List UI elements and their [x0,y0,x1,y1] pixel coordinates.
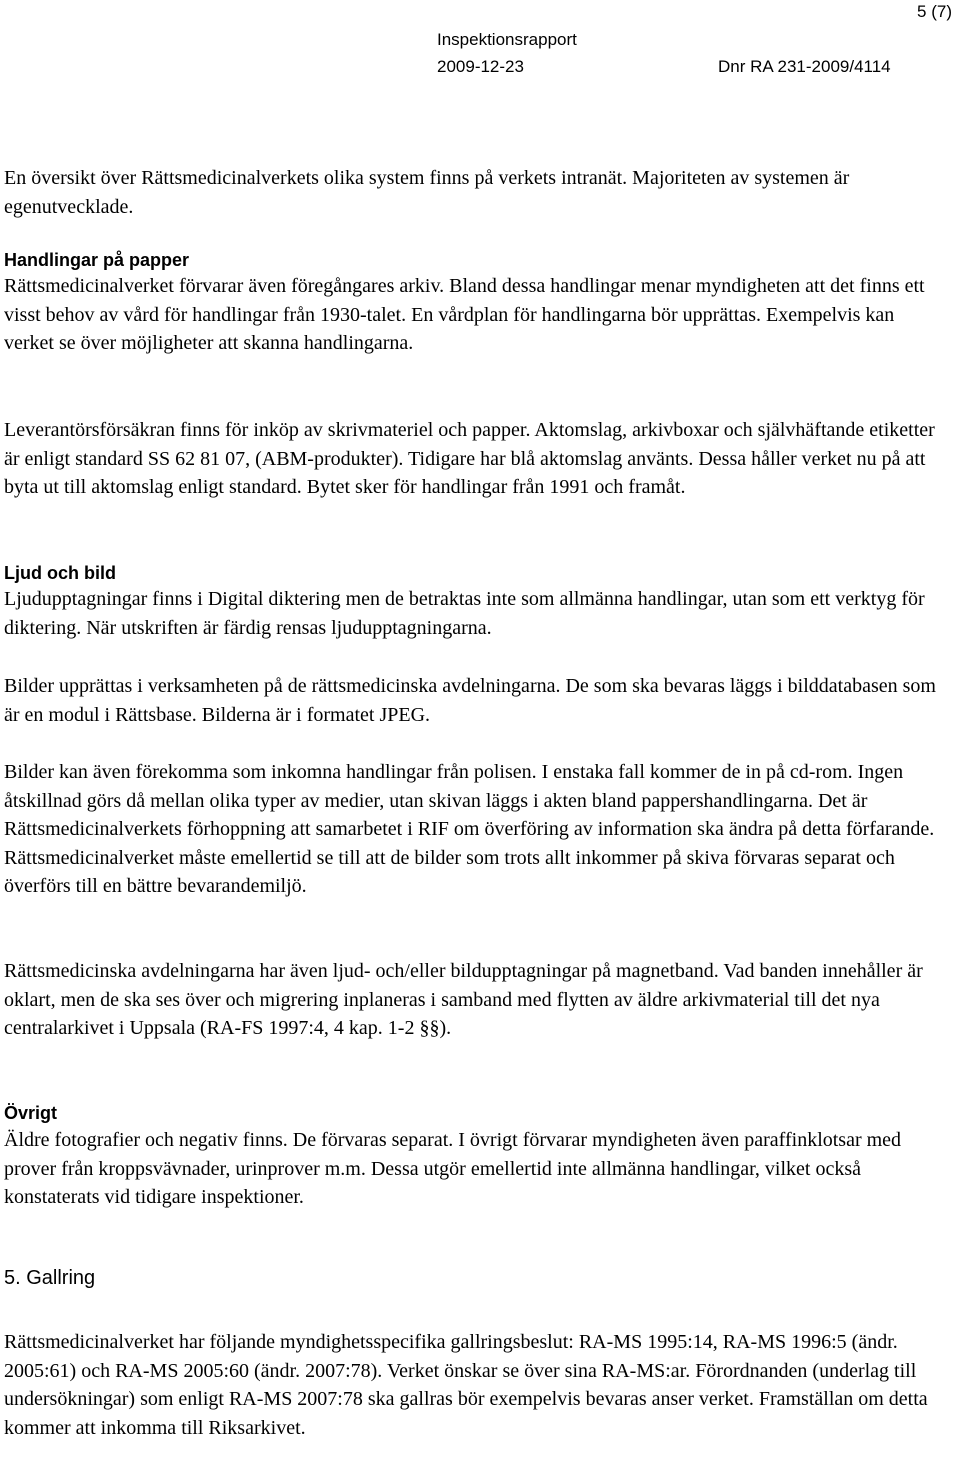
sound-paragraph-2: Bilder upprättas i verksamheten på de rättsmedicinska avdelningarna. De som ska bevaras läggs i bilddatabasen som är en modul i Rättsbase. Bilderna är i formatet JPEG. [4,675,936,726]
section-heading-gallring: 5. Gallring [4,1267,96,1289]
report-title: Inspektionsrapport [437,30,577,49]
paper-paragraph-1: Rättsmedicinalverket förvarar även föregångares arkiv. Bland dessa handlingar menar myndigheten att det finns ett visst behov av vård för handlingar från 1930-talet. En vårdplan för handlingarna bör upprättas. Exempelvis kan verket se över möjligheter att skanna handlingarna. [4,275,925,355]
overview-paragraph: En översikt över Rättsmedicinalverkets olika system finns på verkets intranät. Majoriteten av systemen är egenutvecklade. [4,167,850,218]
report-reference: Dnr RA 231-2009/4114 [718,57,891,76]
sound-paragraph-3: Bilder kan även förekomma som inkomna handlingar från polisen. I enstaka fall kommer de in på cd-rom. Ingen åtskillnad görs då mellan olika typer av medier, utan skivan läggs i akten bland pappershandlingarna. Det är Rättsmedicinalverkets förhoppning att samarbetet i RIF om överföring av information ska ändra på detta förfarande. Rättsmedicinalverket måste emellertid se till att de bilder som trots allt inkommer på skiva förvaras separat och överförs till en bättre bevarandemiljö. [4,761,935,898]
section-heading-other: Övrigt [4,1103,58,1123]
sound-paragraph-4: Rättsmedicinska avdelningarna har även ljud- och/eller bildupptagningar på magnetband. Vad banden innehåller är oklart, men de ska ses över och migrering inplaneras i samband med flytten av äldre arkivmaterial till det nya centralarkivet i Uppsala (RA-FS 1997:4, 4 kap. 1-2 §§). [4,960,923,1040]
section-heading-paper: Handlingar på papper [4,250,190,270]
sound-paragraph-1: Ljudupptagningar finns i Digital diktering men de betraktas inte som allmänna handlingar, utan som ett verktyg för diktering. När utskriften är färdig rensas ljudupptagningarna. [4,588,925,639]
section-heading-sound: Ljud och bild [4,563,116,583]
paper-paragraph-2: Leverantörsförsäkran finns för inköp av skrivmateriel och papper. Aktomslag, arkivboxar och självhäftande etiketter är enligt standard SS 62 81 07, (ABM-produkter). Tidigare har blå aktomslag använts. Dessa håller verket nu på att byta ut till aktomslag enligt standard. Bytet sker för handlingar från 1991 och framåt. [4,419,935,499]
other-paragraph-1: Äldre fotografier och negativ finns. De förvaras separat. I övrigt förvarar myndigheten även paraffinklotsar med prover från kroppsvävnader, urinprover m.m. Dessa utgör emellertid inte allmänna handlingar, vilket också konstaterats vid tidigare inspektioner. [4,1129,902,1209]
report-date: 2009-12-23 [437,57,524,76]
page-number: 5 (7) [917,2,952,21]
gallring-paragraph-1: Rättsmedicinalverket har följande myndighetsspecifika gallringsbeslut: RA-MS 1995:14, RA-MS 1996:5 (ändr. 2005:61) och RA-MS 2005:60 (ändr. 2007:78). Verket önskar se över sina RA-MS:ar. Förordnanden (underlag till undersökningar) som enligt RA-MS 2007:78 ska gallras bör exempelvis bevaras anser verket. Framställan om detta kommer att inkomma till Riksarkivet. [4,1331,928,1439]
